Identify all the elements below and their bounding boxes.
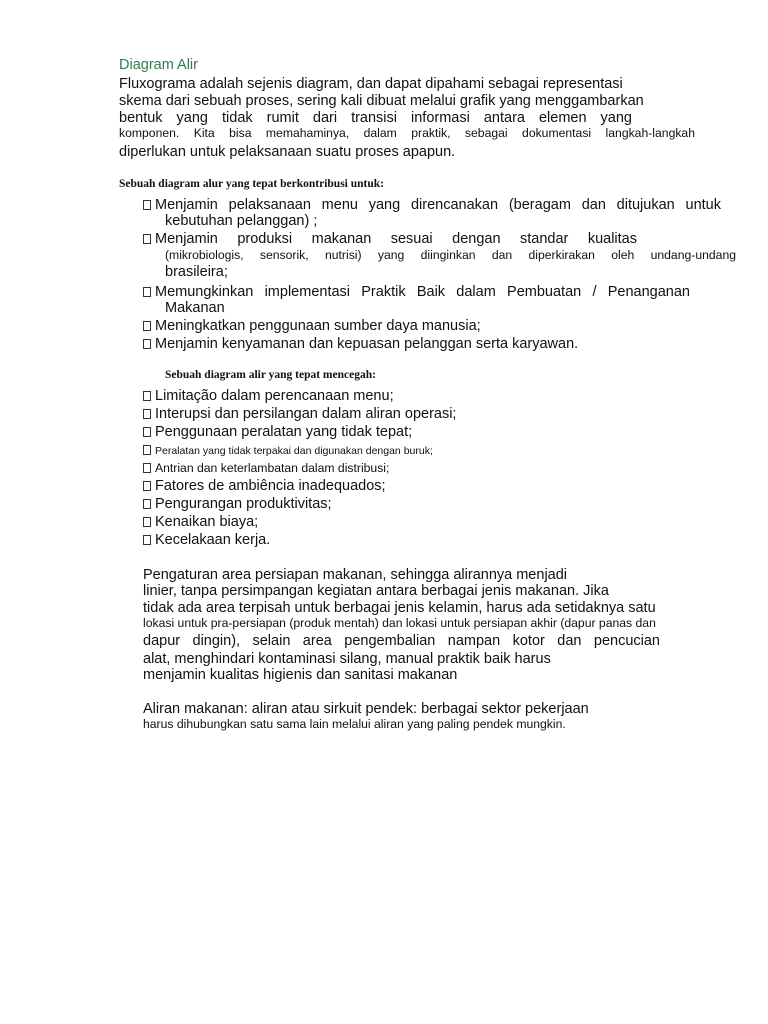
list-item: Interupsi dan persilangan dalam aliran operasi; (143, 406, 456, 422)
list-item: Menjamin produksi makanan sesuai dengan standar kualitas (143, 231, 637, 247)
list-item: Limitação dalam perencanaan menu; (143, 388, 394, 404)
list-item: Penggunaan peralatan yang tidak tepat; (143, 424, 412, 440)
list-item-continuation: brasileira; (165, 264, 228, 280)
para1-line-5: dapur dingin), selain area pengembalian nampan kotor dan pencucian (143, 633, 660, 649)
prevent-heading: Sebuah diagram alir yang tepat mencegah: (165, 369, 376, 381)
contrib-heading: Sebuah diagram alur yang tepat berkontribusi untuk: (119, 178, 384, 190)
checkbox-icon (143, 339, 151, 349)
para2-line-1: Aliran makanan: aliran atau sirkuit pendek: berbagai sektor pekerjaan (143, 701, 589, 717)
list-item-continuation: (mikrobiologis, sensorik, nutrisi) yang diinginkan dan diperkirakan oleh undang-undang (165, 248, 736, 262)
para1-line-6: alat, menghindari kontaminasi silang, manual praktik baik harus (143, 651, 551, 667)
para1-line-4: lokasi untuk pra-persiapan (produk mentah) dan lokasi untuk persiapan akhir (dapur panas dan (143, 616, 656, 630)
list-item: Memungkinkan implementasi Praktik Baik dalam Pembuatan / Penanganan (143, 284, 690, 300)
checkbox-icon (143, 445, 151, 455)
list-item: Fatores de ambiência inadequados; (143, 478, 386, 494)
checkbox-icon (143, 391, 151, 401)
list-item: Kenaikan biaya; (143, 514, 258, 530)
checkbox-icon (143, 517, 151, 527)
checkbox-icon (143, 321, 151, 331)
checkbox-icon (143, 463, 151, 473)
checkbox-icon (143, 481, 151, 491)
list-item: Menjamin pelaksanaan menu yang direncanakan (beragam dan ditujukan untuk (143, 197, 721, 213)
para2-line-2: harus dihubungkan satu sama lain melalui aliran yang paling pendek mungkin. (143, 717, 566, 731)
list-item-continuation: kebutuhan pelanggan) ; (165, 213, 318, 229)
checkbox-icon (143, 427, 151, 437)
checkbox-icon (143, 535, 151, 545)
list-item: Meningkatkan penggunaan sumber daya manusia; (143, 318, 481, 334)
list-item: Antrian dan keterlambatan dalam distribusi; (143, 461, 389, 475)
checkbox-icon (143, 409, 151, 419)
checkbox-icon (143, 287, 151, 297)
intro-line-2: skema dari sebuah proses, sering kali dibuat melalui grafik yang menggambarkan (119, 93, 644, 109)
intro-line-3: bentuk yang tidak rumit dari transisi informasi antara elemen yang (119, 110, 632, 126)
para1-line-3: tidak ada area terpisah untuk berbagai jenis kelamin, harus ada setidaknya satu (143, 600, 656, 616)
list-item: Menjamin kenyamanan dan kepuasan pelanggan serta karyawan. (143, 336, 578, 352)
document-title: Diagram Alir (119, 57, 198, 73)
checkbox-icon (143, 234, 151, 244)
intro-line-5: diperlukan untuk pelaksanaan suatu proses apapun. (119, 144, 456, 160)
para1-line-2: linier, tanpa persimpangan kegiatan antara berbagai jenis makanan. Jika (143, 583, 609, 599)
list-item: Kecelakaan kerja. (143, 532, 270, 548)
para1-line-1: Pengaturan area persiapan makanan, sehingga alirannya menjadi (143, 567, 568, 583)
list-item: Pengurangan produktivitas; (143, 496, 332, 512)
intro-line-1: Fluxograma adalah sejenis diagram, dan dapat dipahami sebagai representasi (119, 76, 623, 92)
list-item: Peralatan yang tidak terpakai dan digunakan dengan buruk; (143, 445, 433, 457)
checkbox-icon (143, 499, 151, 509)
para1-line-7: menjamin kualitas higienis dan sanitasi makanan (143, 667, 458, 683)
list-item-continuation: Makanan (165, 300, 225, 316)
checkbox-icon (143, 200, 151, 210)
intro-line-4: komponen. Kita bisa memahaminya, dalam praktik, sebagai dokumentasi langkah-langkah (119, 126, 695, 140)
